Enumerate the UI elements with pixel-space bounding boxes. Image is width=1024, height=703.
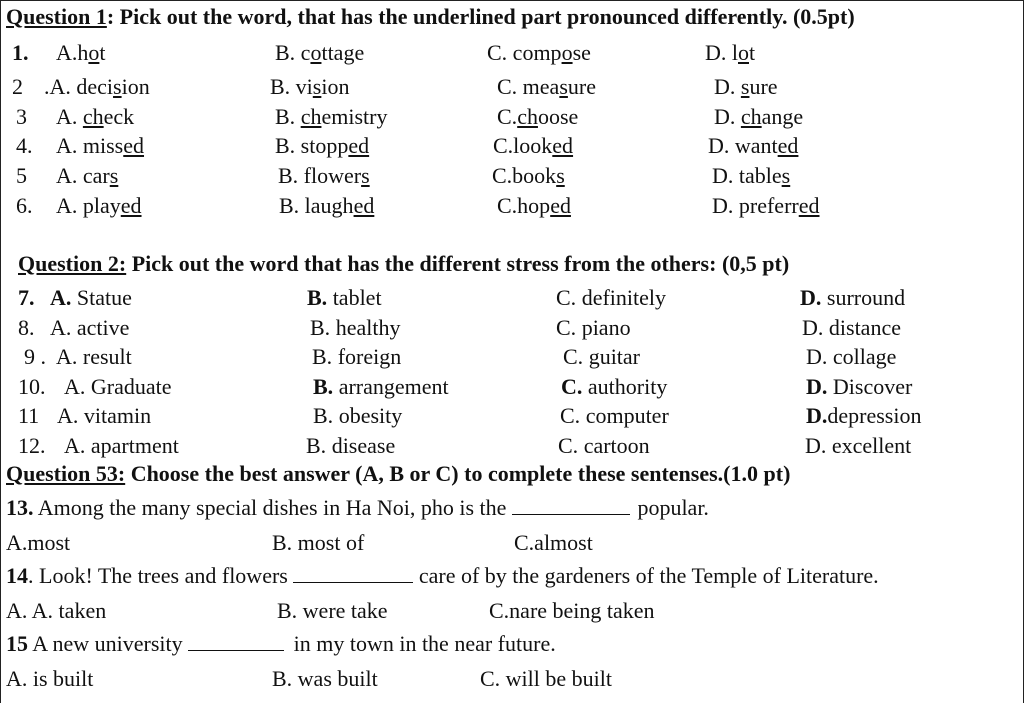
answer-option[interactable]: A. A. taken bbox=[6, 598, 107, 623]
option-c: C.looked bbox=[493, 133, 574, 158]
answer-options-row bbox=[0, 528, 1020, 558]
answer-option[interactable]: B. were take bbox=[277, 598, 388, 623]
option-d: D. excellent bbox=[805, 433, 912, 458]
item-number: 15 bbox=[6, 631, 28, 656]
q2-item-row bbox=[0, 283, 1020, 313]
option-letter: C. bbox=[561, 374, 583, 399]
option-letter: C. bbox=[560, 403, 581, 428]
underlined-part: s bbox=[740, 74, 750, 99]
q1-item-row bbox=[0, 102, 1020, 132]
underlined-part: ed bbox=[798, 193, 820, 218]
option-letter: C. bbox=[558, 433, 579, 458]
item-number: 6. bbox=[16, 193, 33, 218]
option-letter: A. bbox=[50, 315, 72, 340]
answer-options-row bbox=[0, 664, 1020, 694]
option-c: C. compose bbox=[487, 40, 591, 65]
underlined-part: o bbox=[738, 40, 749, 65]
question-sentence: 15 A new university in my town in the near future. bbox=[6, 631, 556, 656]
item-number: 11 bbox=[18, 403, 40, 428]
option-c: C. authority bbox=[561, 374, 668, 399]
underlined-part: ed bbox=[550, 193, 571, 218]
answer-option[interactable]: B. most of bbox=[272, 530, 365, 555]
q2-heading-text: Pick out the word that has the different stress from the others: (0,5 pt) bbox=[126, 251, 790, 276]
option-d: D. surround bbox=[800, 285, 906, 310]
option-b: B. vision bbox=[270, 74, 350, 99]
option-letter: B. bbox=[310, 315, 331, 340]
question-sentence: 13. Among the many special dishes in Ha Noi, pho is the popular. bbox=[6, 495, 709, 520]
option-letter: D. bbox=[806, 374, 828, 399]
option-d: D. tables bbox=[712, 163, 791, 188]
option-letter: C. bbox=[556, 285, 577, 310]
option-d: D. sure bbox=[714, 74, 778, 99]
item-number: 8. bbox=[18, 315, 35, 340]
option-letter: D. bbox=[805, 433, 827, 458]
option-b: B. cottage bbox=[275, 40, 365, 65]
option-a: A. result bbox=[56, 344, 132, 369]
q2-item-row bbox=[0, 313, 1020, 343]
answer-option[interactable]: A. is built bbox=[6, 666, 94, 691]
option-d: D. change bbox=[714, 104, 804, 129]
option-b: B. arrangement bbox=[313, 374, 449, 399]
underlined-part: ed bbox=[348, 133, 370, 158]
option-b: B. healthy bbox=[310, 315, 401, 340]
q1-item-row bbox=[0, 72, 1020, 102]
option-b: B. obesity bbox=[313, 403, 403, 428]
option-a: A. active bbox=[50, 315, 130, 340]
answer-blank[interactable] bbox=[188, 632, 284, 651]
option-c: C. definitely bbox=[556, 285, 666, 310]
option-a: A. vitamin bbox=[57, 403, 152, 428]
option-d: D.depression bbox=[806, 403, 922, 428]
option-d: D. wanted bbox=[708, 133, 799, 158]
item-number: 13. bbox=[6, 495, 34, 520]
q2-item-row bbox=[0, 372, 1020, 402]
underlined-part: ed bbox=[353, 193, 375, 218]
underlined-part: s bbox=[109, 163, 119, 188]
option-d: D. lot bbox=[705, 40, 756, 65]
underlined-part: s bbox=[556, 163, 565, 188]
underlined-part: ed bbox=[777, 133, 799, 158]
q2-heading bbox=[18, 251, 789, 277]
underlined-part: s bbox=[361, 163, 370, 188]
option-letter: B. bbox=[312, 344, 333, 369]
underlined-part: s bbox=[781, 163, 791, 188]
answer-option[interactable]: C. will be built bbox=[480, 666, 612, 691]
q3-heading-label: Question 53: bbox=[6, 461, 126, 486]
option-a: A. Statue bbox=[50, 285, 132, 310]
item-number: 7. bbox=[18, 285, 35, 310]
option-letter: A. bbox=[57, 403, 79, 428]
option-a: A. missed bbox=[56, 133, 145, 158]
option-b: B. foreign bbox=[312, 344, 402, 369]
option-letter: A. bbox=[64, 374, 86, 399]
option-letter: A. bbox=[64, 433, 86, 458]
q3-heading bbox=[6, 461, 790, 487]
option-d: D. preferred bbox=[712, 193, 820, 218]
answer-option[interactable]: A.most bbox=[6, 530, 71, 555]
option-letter: B. bbox=[313, 403, 334, 428]
option-b: B. stopped bbox=[275, 133, 370, 158]
item-number: 14 bbox=[6, 563, 28, 588]
underlined-part: s bbox=[312, 74, 322, 99]
option-a: A.hot bbox=[56, 40, 106, 65]
option-b: B. flowers bbox=[278, 163, 370, 188]
item-number: 2 bbox=[12, 74, 23, 99]
q2-heading-label: Question 2: bbox=[18, 251, 127, 276]
option-letter: D. bbox=[802, 315, 824, 340]
q1-item-row bbox=[0, 38, 1020, 68]
answer-option[interactable]: C.nare being taken bbox=[489, 598, 655, 623]
underlined-part: o bbox=[310, 40, 322, 65]
item-number: 4. bbox=[16, 133, 33, 158]
option-letter: C. bbox=[556, 315, 577, 340]
option-letter: B. bbox=[306, 433, 327, 458]
option-b: B. laughed bbox=[279, 193, 375, 218]
q2-item-row bbox=[0, 431, 1020, 461]
option-b: B. tablet bbox=[307, 285, 382, 310]
item-number: 1. bbox=[12, 40, 29, 65]
q1-item-row bbox=[0, 161, 1020, 191]
q1-item-row bbox=[0, 131, 1020, 161]
option-letter: B. bbox=[307, 285, 328, 310]
item-number: 3 bbox=[16, 104, 27, 129]
q2-item-row bbox=[0, 401, 1020, 431]
underlined-part: ed bbox=[123, 133, 145, 158]
option-a: A. played bbox=[56, 193, 142, 218]
q1-heading-label: Question 1 bbox=[6, 4, 107, 29]
option-a: A. check bbox=[56, 104, 135, 129]
option-c: C. piano bbox=[556, 315, 631, 340]
answer-blank[interactable] bbox=[293, 564, 413, 583]
answer-blank[interactable] bbox=[512, 496, 630, 515]
underlined-part: ed bbox=[120, 193, 142, 218]
q2-item-row bbox=[0, 342, 1020, 372]
option-letter: D. bbox=[800, 285, 822, 310]
option-a: A. apartment bbox=[64, 433, 179, 458]
option-d: D. collage bbox=[806, 344, 897, 369]
item-number: 10. bbox=[18, 374, 46, 399]
answer-options-row bbox=[0, 596, 1020, 626]
option-b: B. disease bbox=[306, 433, 396, 458]
option-letter: B. bbox=[313, 374, 334, 399]
option-b: B. chemistry bbox=[275, 104, 388, 129]
answer-option[interactable]: B. was built bbox=[272, 666, 378, 691]
option-a: A. Graduate bbox=[64, 374, 172, 399]
item-number: 12. bbox=[18, 433, 46, 458]
option-letter: D. bbox=[806, 403, 828, 428]
option-c: C.choose bbox=[497, 104, 579, 129]
underlined-part: s bbox=[559, 74, 568, 99]
q1-heading bbox=[6, 4, 855, 30]
option-c: C. computer bbox=[560, 403, 669, 428]
underlined-part: ch bbox=[82, 104, 104, 129]
underlined-part: ed bbox=[552, 133, 574, 158]
underlined-part: o bbox=[561, 40, 573, 65]
option-c: C. measure bbox=[497, 74, 596, 99]
option-c: C.books bbox=[492, 163, 565, 188]
option-d: D. Discover bbox=[806, 374, 913, 399]
option-letter: D. bbox=[806, 344, 828, 369]
q3-heading-text: Choose the best answer (A, B or C) to complete these sentenses.(1.0 pt) bbox=[125, 461, 791, 486]
option-letter: A. bbox=[56, 344, 78, 369]
option-d: D. distance bbox=[802, 315, 901, 340]
item-number: 9 . bbox=[24, 344, 46, 369]
option-letter: A. bbox=[50, 285, 72, 310]
underlined-part: ch bbox=[517, 104, 538, 129]
option-c: C. cartoon bbox=[558, 433, 650, 458]
option-a: A. cars bbox=[56, 163, 119, 188]
option-a: .A. decision bbox=[44, 74, 150, 99]
answer-option[interactable]: C.almost bbox=[514, 530, 593, 555]
underlined-part: s bbox=[113, 74, 122, 99]
option-c: C. guitar bbox=[563, 344, 641, 369]
q1-heading-text: : Pick out the word, that has the underlined part pronounced differently. (0.5pt) bbox=[106, 4, 855, 29]
underlined-part: o bbox=[88, 40, 100, 65]
item-number: 5 bbox=[16, 163, 27, 188]
option-letter: C. bbox=[563, 344, 584, 369]
question-sentence: 14. Look! The trees and flowers care of by the gardeners of the Temple of Literature. bbox=[6, 563, 879, 588]
option-c: C.hoped bbox=[497, 193, 571, 218]
underlined-part: ch bbox=[300, 104, 322, 129]
underlined-part: ch bbox=[740, 104, 762, 129]
q1-item-row bbox=[0, 191, 1020, 221]
